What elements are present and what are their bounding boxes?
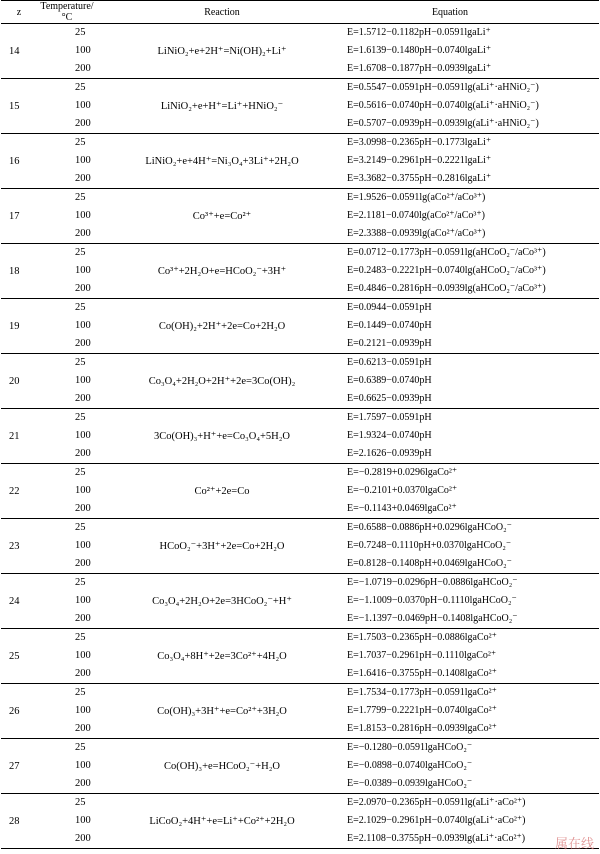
temperature-value: 100 bbox=[75, 155, 91, 166]
temperature-value: 100 bbox=[75, 705, 91, 716]
row-temperatures bbox=[37, 684, 97, 738]
row-z: 20 bbox=[9, 375, 20, 387]
temperature-value: 100 bbox=[75, 760, 91, 771]
table-row bbox=[1, 794, 599, 849]
temperature-value: 25 bbox=[75, 247, 86, 258]
row-temperatures bbox=[37, 189, 97, 243]
equation-value: E=1.7799−0.2221pH−0.0740lgaCo²⁺ bbox=[347, 705, 497, 716]
equation-value: E=2.3388−0.0939lg(aCo²⁺/aCo³⁺) bbox=[347, 228, 486, 239]
row-z: 26 bbox=[9, 705, 20, 717]
temperature-value: 200 bbox=[75, 778, 91, 789]
row-temperatures bbox=[37, 574, 97, 628]
row-temperatures bbox=[37, 519, 97, 573]
equation-value: E=3.2149−0.2961pH−0.2221lgaLi⁺ bbox=[347, 155, 492, 166]
row-temperatures bbox=[37, 409, 97, 463]
watermark: 属在线 bbox=[554, 837, 594, 852]
row-reaction: LiCoO₂+4H⁺+e=Li⁺+Co²⁺+2H₂O bbox=[149, 816, 295, 827]
equation-value: E=3.0998−0.2365pH−0.1773lgaLi⁺ bbox=[347, 137, 492, 148]
equation-value: E=0.2483−0.2221pH−0.0740lg(aHCoO₂⁻/aCo³⁺) bbox=[347, 265, 546, 276]
equation-value: E=1.6139−0.1480pH−0.0740lgaLi⁺ bbox=[347, 45, 492, 56]
temperature-value: 100 bbox=[75, 100, 91, 111]
equation-value: E=−0.1143+0.0469lgaCo²⁺ bbox=[347, 503, 457, 514]
header-reaction: Reaction bbox=[204, 6, 240, 18]
thermodynamic-table bbox=[1, 0, 599, 849]
temperature-value: 200 bbox=[75, 173, 91, 184]
temperature-value: 100 bbox=[75, 485, 91, 496]
temperature-value: 25 bbox=[75, 577, 86, 588]
row-temperatures bbox=[37, 299, 97, 353]
equation-value: E=−0.0898−0.0740lgaHCoO₂⁻ bbox=[347, 760, 473, 771]
temperature-value: 100 bbox=[75, 320, 91, 331]
row-reaction: Co(OH)₃+e=HCoO₂⁻+H₂O bbox=[164, 761, 280, 772]
row-temperatures bbox=[37, 464, 97, 518]
row-temperatures bbox=[37, 79, 97, 133]
equation-value: E=2.1029−0.2961pH−0.0740lg(aLi⁺·aCo²⁺) bbox=[347, 815, 526, 826]
temperature-value: 25 bbox=[75, 192, 86, 203]
equation-value: E=1.9324−0.0740pH bbox=[347, 430, 432, 441]
table-row bbox=[1, 79, 599, 134]
temperature-value: 200 bbox=[75, 228, 91, 239]
temperature-value: 100 bbox=[75, 540, 91, 551]
row-equations bbox=[347, 79, 599, 133]
equation-value: E=1.9526−0.0591lg(aCo²⁺/aCo³⁺) bbox=[347, 192, 486, 203]
equation-value: E=0.0944−0.0591pH bbox=[347, 302, 432, 313]
temperature-value: 200 bbox=[75, 503, 91, 514]
row-equations bbox=[347, 24, 599, 78]
temperature-value: 100 bbox=[75, 430, 91, 441]
row-equations bbox=[347, 574, 599, 628]
row-z: 17 bbox=[9, 210, 20, 222]
temperature-value: 100 bbox=[75, 210, 91, 221]
equation-value: E=−0.2819+0.0296lgaCo²⁺ bbox=[347, 467, 458, 478]
temperature-value: 200 bbox=[75, 668, 91, 679]
temperature-value: 25 bbox=[75, 27, 86, 38]
row-z: 23 bbox=[9, 540, 20, 552]
table-row bbox=[1, 464, 599, 519]
equation-value: E=2.1626−0.0939pH bbox=[347, 448, 432, 459]
temperature-value: 25 bbox=[75, 357, 86, 368]
row-reaction: Co(OH)₃+3H⁺+e=Co²⁺+3H₂O bbox=[157, 706, 287, 717]
row-equations bbox=[347, 629, 599, 683]
temperature-value: 100 bbox=[75, 265, 91, 276]
temperature-value: 25 bbox=[75, 467, 86, 478]
equation-value: E=1.7037−0.2961pH−0.1110lgaCo²⁺ bbox=[347, 650, 497, 661]
row-z: 24 bbox=[9, 595, 20, 607]
equation-value: E=2.1108−0.3755pH−0.0939lg(aLi⁺·aCo²⁺) bbox=[347, 833, 526, 844]
equation-value: E=0.5547−0.0591pH−0.0591lg(aLi⁺·aHNiO₂⁻) bbox=[347, 82, 539, 93]
row-z: 14 bbox=[9, 45, 20, 57]
row-temperatures bbox=[37, 134, 97, 188]
row-equations bbox=[347, 409, 599, 463]
table-row bbox=[1, 574, 599, 629]
temperature-value: 100 bbox=[75, 45, 91, 56]
temperature-value: 100 bbox=[75, 375, 91, 386]
temperature-value: 25 bbox=[75, 412, 86, 423]
row-z: 22 bbox=[9, 485, 20, 497]
header-z: z bbox=[16, 6, 22, 18]
equation-value: E=1.7597−0.0591pH bbox=[347, 412, 432, 423]
row-reaction: 3Co(OH)₃+H⁺+e=Co₃O₄+5H₂O bbox=[153, 431, 291, 442]
row-reaction: HCoO₂⁻+3H⁺+2e=Co+2H₂O bbox=[159, 541, 285, 552]
table-row bbox=[1, 244, 599, 299]
table-row bbox=[1, 299, 599, 354]
table-row bbox=[1, 739, 599, 794]
row-equations bbox=[347, 354, 599, 408]
header-equation: Equation bbox=[431, 6, 469, 18]
row-equations bbox=[347, 684, 599, 738]
equation-value: E=0.1449−0.0740pH bbox=[347, 320, 432, 331]
temperature-value: 100 bbox=[75, 595, 91, 606]
table-row bbox=[1, 519, 599, 574]
table-row bbox=[1, 134, 599, 189]
row-equations bbox=[347, 134, 599, 188]
equation-value: E=0.6389−0.0740pH bbox=[347, 375, 432, 386]
row-temperatures bbox=[37, 794, 97, 848]
equation-value: E=0.6213−0.0591pH bbox=[347, 357, 432, 368]
temperature-value: 100 bbox=[75, 815, 91, 826]
temperature-value: 200 bbox=[75, 118, 91, 129]
equation-value: E=0.4846−0.2816pH−0.0939lg(aHCoO₂⁻/aCo³⁺) bbox=[347, 283, 546, 294]
temperature-value: 25 bbox=[75, 797, 86, 808]
row-temperatures bbox=[37, 354, 97, 408]
row-reaction: Co₃O₄+2H₂O+2e=3HCoO₂⁻+H⁺ bbox=[152, 596, 292, 607]
temperature-value: 200 bbox=[75, 613, 91, 624]
table-row bbox=[1, 189, 599, 244]
row-z: 16 bbox=[9, 155, 20, 167]
temperature-value: 200 bbox=[75, 393, 91, 404]
temperature-value: 200 bbox=[75, 63, 91, 74]
row-z: 15 bbox=[9, 100, 20, 112]
equation-value: E=−1.0719−0.0296pH−0.0886lgaHCoO₂⁻ bbox=[347, 577, 518, 588]
equation-value: E=−1.1397−0.0469pH−0.1408lgaHCoO₂⁻ bbox=[347, 613, 518, 624]
equation-value: E=0.8128−0.1408pH+0.0469lgaHCoO₂⁻ bbox=[347, 558, 512, 569]
row-reaction: LiNiO₂+e+4H⁺=Ni₃O₄+3Li⁺+2H₂O bbox=[145, 156, 299, 167]
row-z: 25 bbox=[9, 650, 20, 662]
row-reaction: Co(OH)₂+2H⁺+2e=Co+2H₂O bbox=[158, 321, 286, 332]
temperature-value: 25 bbox=[75, 687, 86, 698]
row-reaction: Co³⁺+2H₂O+e=HCoO₂⁻+3H⁺ bbox=[157, 266, 287, 277]
row-equations bbox=[347, 299, 599, 353]
row-z: 18 bbox=[9, 265, 20, 277]
equation-value: E=1.6708−0.1877pH−0.0939lgaLi⁺ bbox=[347, 63, 492, 74]
table-row bbox=[1, 24, 599, 79]
table-row bbox=[1, 354, 599, 409]
temperature-value: 100 bbox=[75, 650, 91, 661]
row-temperatures bbox=[37, 739, 97, 793]
row-reaction: Co₃O₄+8H⁺+2e=3Co²⁺+4H₂O bbox=[157, 651, 287, 662]
equation-value: E=1.8153−0.2816pH−0.0939lgaCo²⁺ bbox=[347, 723, 497, 734]
row-z: 19 bbox=[9, 320, 20, 332]
temperature-value: 25 bbox=[75, 137, 86, 148]
temperature-value: 200 bbox=[75, 723, 91, 734]
equation-value: E=0.6625−0.0939pH bbox=[347, 393, 432, 404]
equation-value: E=−0.2101+0.0370lgaCo²⁺ bbox=[347, 485, 458, 496]
equation-value: E=2.0970−0.2365pH−0.0591lg(aLi⁺·aCo²⁺) bbox=[347, 797, 526, 808]
equation-value: E=3.3682−0.3755pH−0.2816lgaLi⁺ bbox=[347, 173, 492, 184]
temperature-value: 25 bbox=[75, 632, 86, 643]
row-temperatures bbox=[37, 629, 97, 683]
equation-value: E=0.5707−0.0939pH−0.0939lg(aLi⁺·aHNiO₂⁻) bbox=[347, 118, 539, 129]
temperature-value: 200 bbox=[75, 283, 91, 294]
equation-value: E=1.7534−0.1773pH−0.0591lgaCo²⁺ bbox=[347, 687, 497, 698]
row-equations bbox=[347, 464, 599, 518]
table-body bbox=[1, 24, 599, 849]
row-z: 21 bbox=[9, 430, 20, 442]
header-temperature: Temperature/°C bbox=[40, 1, 94, 23]
row-reaction: Co₃O₄+2H₂O+2H⁺+2e=3Co(OH)₂ bbox=[148, 376, 296, 387]
row-z: 28 bbox=[9, 815, 20, 827]
temperature-value: 200 bbox=[75, 338, 91, 349]
row-equations bbox=[347, 739, 599, 793]
equation-value: E=2.1181−0.0740lg(aCo²⁺/aCo³⁺) bbox=[347, 210, 486, 221]
equation-value: E=−0.0389−0.0939lgaHCoO₂⁻ bbox=[347, 778, 473, 789]
temperature-value: 25 bbox=[75, 302, 86, 313]
row-equations bbox=[347, 189, 599, 243]
temperature-value: 25 bbox=[75, 742, 86, 753]
row-equations bbox=[347, 519, 599, 573]
table-header bbox=[1, 0, 599, 24]
equation-value: E=0.5616−0.0740pH−0.0740lg(aLi⁺·aHNiO₂⁻) bbox=[347, 100, 539, 111]
row-reaction: Co³⁺+e=Co²⁺ bbox=[192, 211, 252, 222]
equation-value: E=1.5712−0.1182pH−0.0591lgaLi⁺ bbox=[347, 27, 491, 38]
temperature-value: 25 bbox=[75, 82, 86, 93]
row-reaction: LiNiO₂+e+H⁺=Li⁺+HNiO₂⁻ bbox=[160, 101, 284, 112]
equation-value: E=−0.1280−0.0591lgaHCoO₂⁻ bbox=[347, 742, 473, 753]
row-reaction: Co²⁺+2e=Co bbox=[194, 486, 250, 497]
table-row bbox=[1, 409, 599, 464]
temperature-value: 200 bbox=[75, 833, 91, 844]
temperature-value: 200 bbox=[75, 448, 91, 459]
equation-value: E=0.0712−0.1773pH−0.0591lg(aHCoO₂⁻/aCo³⁺) bbox=[347, 247, 546, 258]
temperature-value: 25 bbox=[75, 522, 86, 533]
row-temperatures bbox=[37, 24, 97, 78]
table-row bbox=[1, 684, 599, 739]
equation-value: E=0.7248−0.1110pH+0.0370lgaHCoO₂⁻ bbox=[347, 540, 512, 551]
row-reaction: LiNiO₂+e+2H⁺=Ni(OH)₂+Li⁺ bbox=[157, 46, 287, 57]
row-equations bbox=[347, 244, 599, 298]
equation-value: E=0.6588−0.0886pH+0.0296lgaHCoO₂⁻ bbox=[347, 522, 512, 533]
equation-value: E=1.7503−0.2365pH−0.0886lgaCo²⁺ bbox=[347, 632, 497, 643]
table-row bbox=[1, 629, 599, 684]
row-z: 27 bbox=[9, 760, 20, 772]
equation-value: E=0.2121−0.0939pH bbox=[347, 338, 432, 349]
row-temperatures bbox=[37, 244, 97, 298]
temperature-value: 200 bbox=[75, 558, 91, 569]
equation-value: E=−1.1009−0.0370pH−0.1110lgaHCoO₂⁻ bbox=[347, 595, 517, 606]
equation-value: E=1.6416−0.3755pH−0.1408lgaCo²⁺ bbox=[347, 668, 497, 679]
